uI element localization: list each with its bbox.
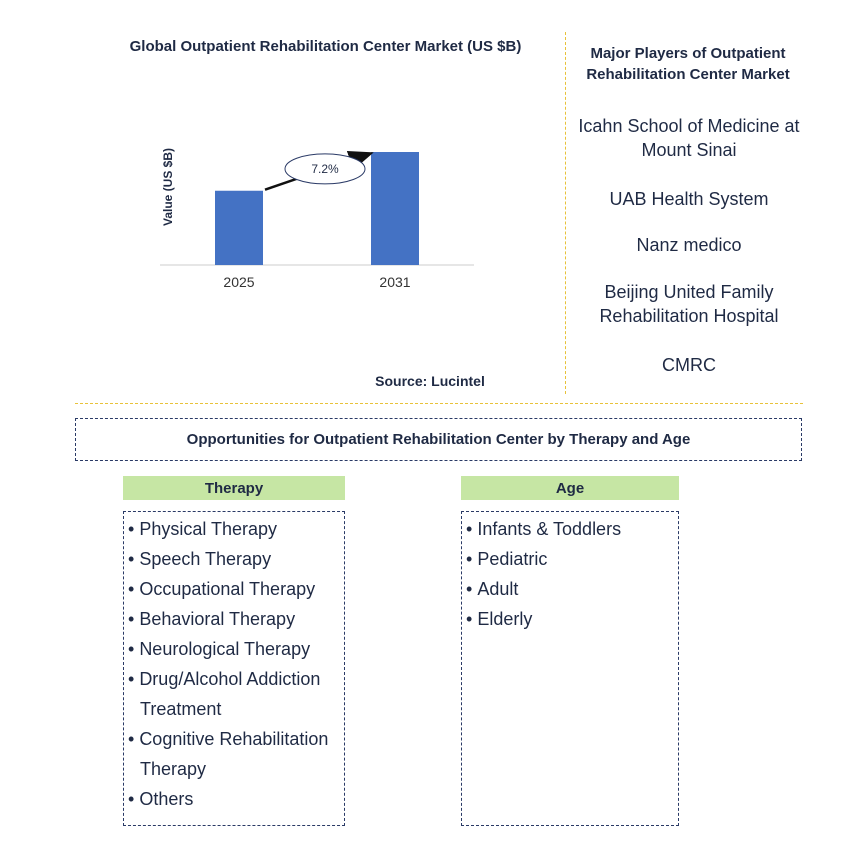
therapy-item: • Physical Therapy (128, 514, 338, 544)
bar-chart (150, 120, 480, 300)
therapy-list-box (123, 511, 345, 826)
bar-2025 (215, 191, 263, 265)
players-heading: Major Players of Outpatient Rehabilitation Center Market (586, 45, 790, 83)
age-header: Age (461, 476, 679, 500)
therapy-item: • Drug/Alcohol Addiction Treatment (128, 664, 338, 724)
player-item: Icahn School of Medicine at Mount Sinai (578, 116, 800, 160)
growth-rate-label: 7.2% (311, 161, 339, 176)
x-tick-label: 2031 (379, 274, 411, 290)
therapy-header: Therapy (123, 476, 345, 500)
age-list (466, 514, 672, 634)
vertical-divider (565, 32, 566, 394)
x-tick-label: 2025 (223, 274, 255, 290)
age-item: • Adult (466, 574, 672, 604)
age-item: • Pediatric (466, 544, 672, 574)
y-axis-label: Value (US $B) (161, 147, 175, 227)
therapy-item: • Neurological Therapy (128, 634, 338, 664)
therapy-item: • Occupational Therapy (128, 574, 338, 604)
age-item: • Infants & Toddlers (466, 514, 672, 544)
therapy-list (128, 514, 338, 814)
bar-2031 (371, 152, 419, 265)
horizontal-divider (75, 403, 803, 404)
therapy-item: • Speech Therapy (128, 544, 338, 574)
player-item: Beijing United Family Rehabilitation Hospital (599, 282, 779, 326)
therapy-item: • Behavioral Therapy (128, 604, 338, 634)
chart-title: Global Outpatient Rehabilitation Center Market (US $B) (129, 38, 522, 55)
source-label: Source: Lucintel (375, 373, 485, 389)
opportunities-title: Opportunities for Outpatient Rehabilitation Center by Therapy and Age (75, 418, 802, 461)
therapy-item: • Others (128, 784, 338, 814)
player-item: Nanz medico (636, 235, 742, 255)
age-item: • Elderly (466, 604, 672, 634)
player-item: UAB Health System (609, 189, 769, 209)
therapy-item: • Cognitive Rehabilitation Therapy (128, 724, 338, 784)
player-item: CMRC (662, 355, 716, 375)
age-list-box (461, 511, 679, 826)
